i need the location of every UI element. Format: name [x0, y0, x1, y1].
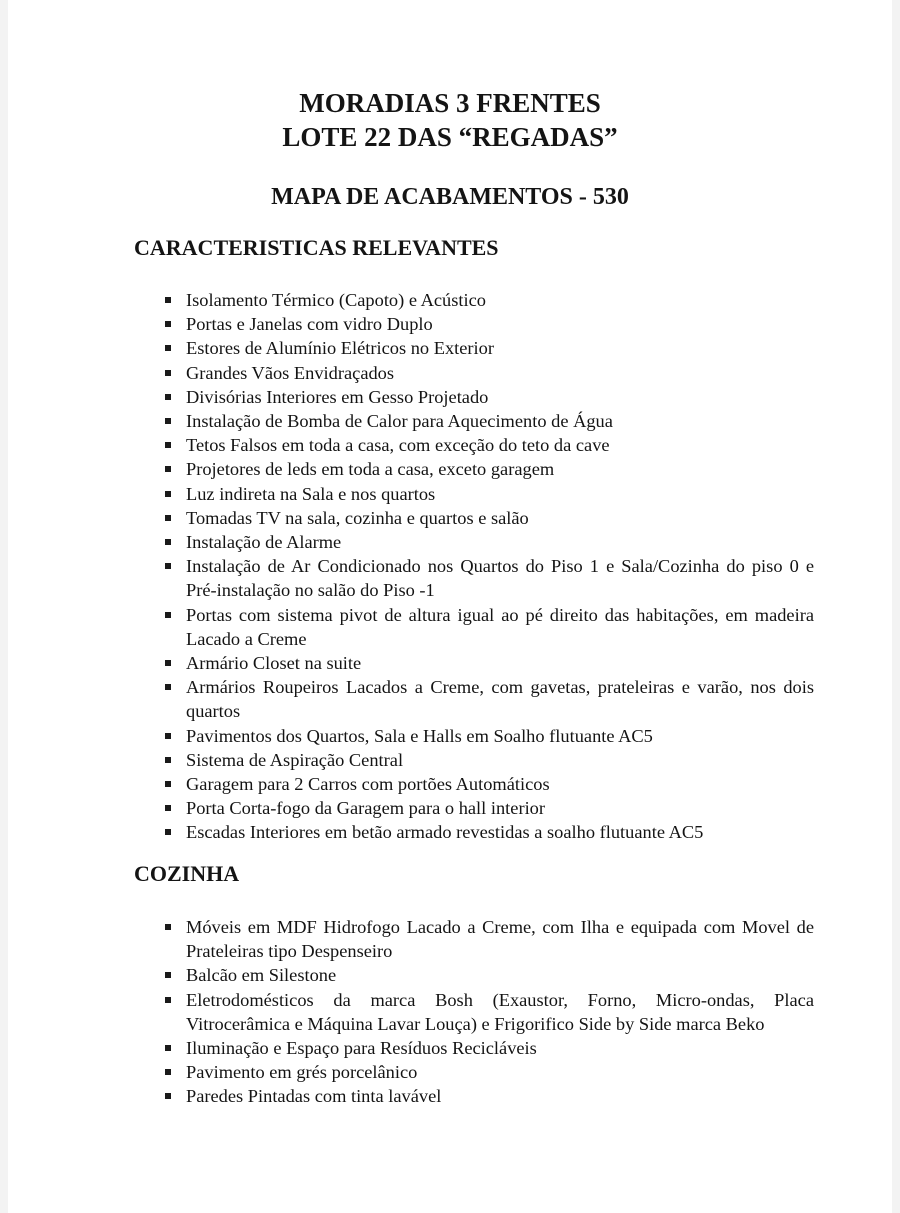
list-item	[134, 820, 814, 844]
bullet-icon	[165, 345, 171, 351]
list-item	[134, 361, 814, 385]
list-item	[134, 288, 814, 312]
section-heading-features: CARACTERISTICAS RELEVANTES	[134, 235, 499, 260]
bullet-icon	[165, 924, 171, 930]
list-item	[134, 651, 814, 675]
finishes-map-title: MAPA DE ACABAMENTOS - 530	[271, 184, 629, 210]
bullet-icon	[165, 1093, 171, 1099]
bullet-icon	[165, 733, 171, 739]
list-item	[134, 482, 814, 506]
list-item-text: Móveis em MDF Hidrofogo Lacado a Creme, com Ilha e equipada com Movel de Prateleiras tipo Despenseiro	[186, 917, 814, 962]
bullet-icon	[165, 491, 171, 497]
document-subtitle: LOTE 22 DAS “REGADAS”	[282, 122, 618, 152]
list-item	[134, 409, 814, 433]
bullet-icon	[165, 297, 171, 303]
list-item-text: Pavimentos dos Quartos, Sala e Halls em Soalho flutuante AC5	[186, 725, 653, 746]
list-item-text: Projetores de leds em toda a casa, exceto garagem	[186, 459, 555, 480]
bullet-icon	[165, 418, 171, 424]
list-item	[134, 530, 814, 554]
bullet-icon	[165, 515, 171, 521]
list-item-text: Eletrodomésticos da marca Bosh (Exaustor, Forno, Micro-ondas, Placa Vitrocerâmica e Máquina Lavar Louça) e Frigorifico Side by Side marca Beko	[186, 989, 814, 1034]
list-item-text: Instalação de Alarme	[186, 532, 342, 553]
list-item-text: Porta Corta-fogo da Garagem para o hall interior	[186, 798, 545, 819]
list-item-text: Garagem para 2 Carros com portões Automáticos	[186, 774, 550, 795]
list-item-text: Grandes Vãos Envidraçados	[186, 362, 395, 383]
list-item	[134, 772, 814, 796]
list-item	[134, 796, 814, 820]
bullet-icon	[165, 370, 171, 376]
list-item-text: Paredes Pintadas com tinta lavável	[186, 1086, 442, 1107]
bullet-icon	[165, 539, 171, 545]
list-item-text: Iluminação e Espaço para Resíduos Recicláveis	[186, 1038, 537, 1059]
list-item-text: Portas e Janelas com vidro Duplo	[186, 314, 433, 335]
bullet-icon	[165, 829, 171, 835]
list-item-text: Divisórias Interiores em Gesso Projetado	[186, 386, 489, 407]
kitchen-list	[134, 915, 814, 1109]
bullet-icon	[165, 442, 171, 448]
bullet-icon	[165, 612, 171, 618]
list-item	[134, 1084, 814, 1108]
list-item-text: Luz indireta na Sala e nos quartos	[186, 483, 436, 504]
list-item-text: Armário Closet na suite	[186, 653, 362, 674]
list-item	[134, 748, 814, 772]
bullet-icon	[165, 972, 171, 978]
features-list	[134, 288, 814, 845]
list-item	[134, 433, 814, 457]
list-item	[134, 506, 814, 530]
list-item	[134, 385, 814, 409]
list-item-text: Armários Roupeiros Lacados a Creme, com gavetas, prateleiras e varão, nos dois quartos	[186, 677, 814, 722]
bullet-icon	[165, 394, 171, 400]
section-heading-kitchen: COZINHA	[134, 861, 240, 886]
list-item-text: Escadas Interiores em betão armado revestidas a soalho flutuante AC5	[186, 822, 704, 843]
list-item-text: Estores de Alumínio Elétricos no Exterior	[186, 338, 494, 359]
bullet-icon	[165, 466, 171, 472]
bullet-icon	[165, 563, 171, 569]
list-item-text: Instalação de Ar Condicionado nos Quartos do Piso 1 e Sala/Cozinha do piso 0 e Pré-instalação no salão do Piso -1	[186, 556, 814, 601]
bullet-icon	[165, 805, 171, 811]
list-item	[134, 963, 814, 987]
bullet-icon	[165, 997, 171, 1003]
list-item	[134, 554, 814, 602]
list-item	[134, 603, 814, 651]
list-item-text: Sistema de Aspiração Central	[186, 749, 404, 770]
list-item	[134, 312, 814, 336]
document-title: MORADIAS 3 FRENTES	[299, 88, 601, 118]
list-item	[134, 336, 814, 360]
list-item	[134, 724, 814, 748]
list-item	[134, 1060, 814, 1084]
list-item-text: Tomadas TV na sala, cozinha e quartos e salão	[186, 507, 529, 528]
list-item-text: Instalação de Bomba de Calor para Aquecimento de Água	[186, 411, 613, 432]
list-item	[134, 457, 814, 481]
bullet-icon	[165, 660, 171, 666]
list-item	[134, 915, 814, 963]
bullet-icon	[165, 757, 171, 763]
list-item	[134, 675, 814, 723]
list-item-text: Balcão em Silestone	[186, 965, 337, 986]
document-page	[8, 0, 892, 1213]
bullet-icon	[165, 1045, 171, 1051]
list-item	[134, 1036, 814, 1060]
list-item-text: Tetos Falsos em toda a casa, com exceção do teto da cave	[186, 435, 610, 456]
list-item	[134, 988, 814, 1036]
bullet-icon	[165, 1069, 171, 1075]
list-item-text: Pavimento em grés porcelânico	[186, 1062, 418, 1083]
bullet-icon	[165, 781, 171, 787]
bullet-icon	[165, 321, 171, 327]
bullet-icon	[165, 684, 171, 690]
list-item-text: Isolamento Térmico (Capoto) e Acústico	[186, 290, 486, 310]
list-item-text: Portas com sistema pivot de altura igual ao pé direito das habitações, em madeira Lacado a Creme	[186, 604, 814, 649]
